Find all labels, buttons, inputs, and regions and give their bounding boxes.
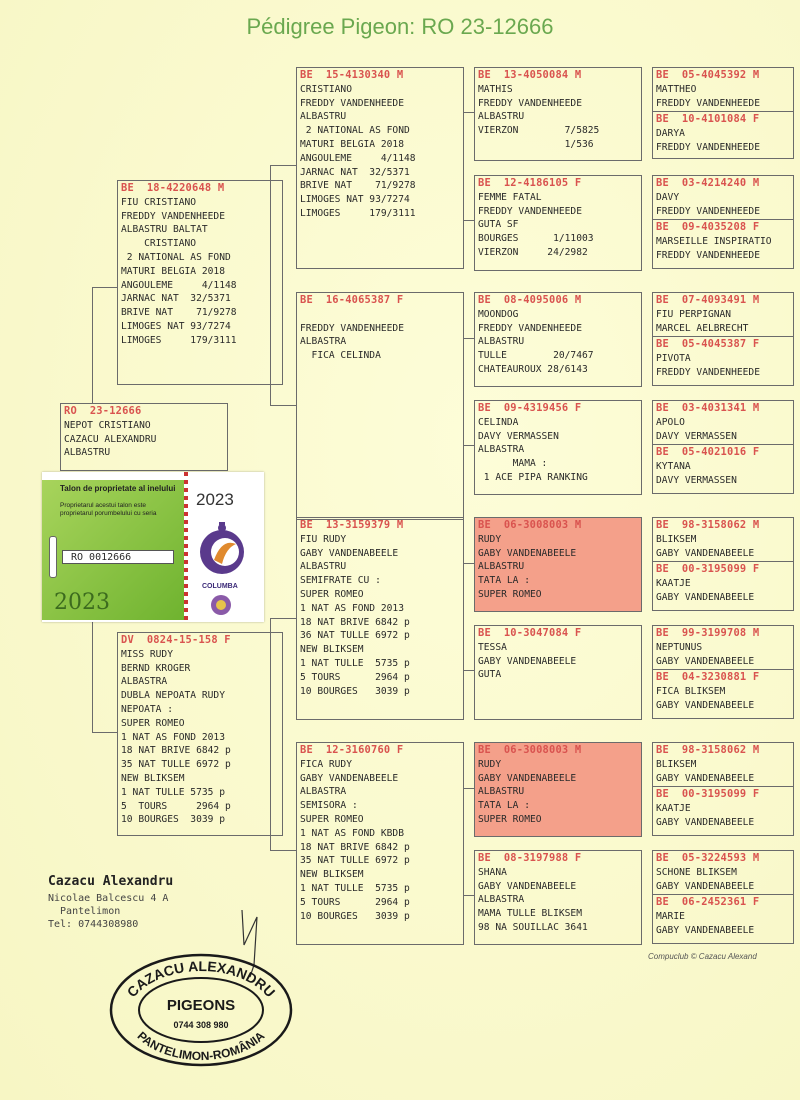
pigeon-info-line: GABY VANDENABEELE xyxy=(478,655,577,667)
label-perforation xyxy=(184,472,188,622)
pigeon-info-line: ALBASTRU BALTAT xyxy=(121,224,208,236)
pigeon-info-line: NEW BLIKSEM xyxy=(300,644,364,656)
pigeon-info-line: JARNAC NAT 32/5371 xyxy=(300,166,410,178)
pigeon-info-line: GABY VANDENABEELE xyxy=(656,772,755,784)
pigeon-info-line: ALBASTRU xyxy=(478,111,525,123)
pigeon-info-line: SUPER ROMEO xyxy=(478,588,542,600)
pigeon-info-line: FREDDY VANDENHEEDE xyxy=(656,141,760,153)
pigeon-card xyxy=(474,67,642,161)
pigeon-info-line: CRISTIANO xyxy=(300,83,352,95)
pigeon-info-line: DARYA xyxy=(656,128,685,140)
pigeon-info-line: 5 TOURS 2964 p xyxy=(121,800,231,812)
connector xyxy=(270,165,296,166)
pigeon-info-line: TATA LA : xyxy=(478,575,530,587)
stamp-center-text: PIGEONS xyxy=(166,997,236,1014)
ring-number: BE 10-4101084 F xyxy=(656,113,760,126)
pigeon-info-line: MATTHEO xyxy=(656,83,697,95)
pigeon-pair-card xyxy=(652,850,794,944)
pigeon-info-line: MOONDOG xyxy=(478,308,519,320)
pigeon-info-line: GABY VANDENABEELE xyxy=(656,880,755,892)
pigeon-card xyxy=(474,850,642,945)
pigeon-info-line: DAVY VERMASSEN xyxy=(478,430,559,442)
connector xyxy=(463,445,474,446)
pigeon-info-line: PIVOTA xyxy=(656,353,691,365)
pigeon-info-line: SUPER ROMEO xyxy=(300,813,364,825)
pigeon-info-line: RUDY xyxy=(478,758,502,770)
pigeon-pair-card xyxy=(652,625,794,719)
connector xyxy=(92,620,93,732)
pigeon-info-line: BOURGES 1/11003 xyxy=(478,233,594,245)
pigeon-card xyxy=(653,401,793,444)
pigeon-info-line: MATHIS xyxy=(478,83,513,95)
stamp-bottom-text: PANTELIMON-ROMÂNIA xyxy=(134,1028,268,1064)
ring-number: BE 03-4031341 M xyxy=(656,402,760,414)
pigeon-info-line: DAVY VERMASSEN xyxy=(656,430,737,442)
pigeon-pair-card xyxy=(652,742,794,836)
pigeon-card xyxy=(117,180,283,385)
pigeon-info-line: 5 TOURS 2964 p xyxy=(300,671,410,683)
pigeon-info-line: 2 NATIONAL AS FOND xyxy=(300,125,410,137)
ring-number: BE 13-4050084 M xyxy=(478,69,582,81)
connector xyxy=(92,732,117,733)
pigeon-info-line: MATURI BELGIA 2018 xyxy=(300,138,404,150)
ring-number: BE 06-3008003 M xyxy=(478,744,582,756)
pigeon-info-line: MAMA : xyxy=(478,458,548,470)
pigeon-info-line: CAZACU ALEXANDRU xyxy=(64,433,157,445)
connector xyxy=(463,895,474,896)
connector xyxy=(270,850,296,851)
page-title: Pédigree Pigeon: RO 23-12666 xyxy=(246,14,554,39)
pigeon-info-line: 1 NAT TULLE 5735 p xyxy=(121,786,225,798)
pigeon-info-line: ALBASTRA xyxy=(300,786,347,798)
pigeon-info-line: CHATEAUROUX 28/6143 xyxy=(478,363,588,375)
pigeon-info-line: BLIKSEM xyxy=(656,533,697,545)
pigeon-info-line: 1/536 xyxy=(478,138,594,150)
pigeon-pair-card xyxy=(652,517,794,611)
connector xyxy=(463,670,474,671)
ring-number: BE 15-4130340 M xyxy=(300,69,404,81)
ring-number: BE 06-2452361 F xyxy=(656,896,760,909)
pigeon-info-line: KYTANA xyxy=(656,461,691,473)
ring-number: BE 08-4095006 M xyxy=(478,294,582,306)
pigeon-info-line: GABY VANDENABEELE xyxy=(478,880,577,892)
connector xyxy=(270,405,296,406)
pigeon-info-line: FICA RUDY xyxy=(300,758,352,770)
pigeon-card xyxy=(474,742,642,837)
pigeon-info-line: MARIE xyxy=(656,911,685,923)
pigeon-info-line: FREDDY VANDENHEEDE xyxy=(478,205,582,217)
pigeon-info-line: FREDDY VANDENHEEDE xyxy=(300,97,404,109)
pigeon-info-line: GABY VANDENABEELE xyxy=(656,655,755,667)
ring-number: BE 05-4045387 F xyxy=(656,338,760,351)
pigeon-info-line: FIU CRISTIANO xyxy=(121,196,197,208)
pigeon-info-line: GABY VANDENABEELE xyxy=(300,547,399,559)
pigeon-info-line: NEW BLIKSEM xyxy=(300,869,364,881)
pigeon-info-line: 1 NAT AS FOND KBDB xyxy=(300,827,404,839)
pigeon-info-line: BRIVE NAT 71/9278 xyxy=(300,180,416,192)
pigeon-card xyxy=(653,786,793,830)
ring-number: RO 23-12666 xyxy=(64,405,142,417)
pigeon-card xyxy=(653,176,793,219)
pigeon-info-line: 1 ACE PIPA RANKING xyxy=(478,471,588,483)
pigeon-card xyxy=(296,517,464,720)
columba-logo-icon xyxy=(192,520,252,580)
pigeon-info-line: 18 NAT BRIVE 6842 p xyxy=(300,616,410,628)
pigeon-card xyxy=(474,400,642,495)
pigeon-info-line: SUPER ROMEO xyxy=(300,588,364,600)
pigeon-info-line: TESSA xyxy=(478,641,507,653)
pigeon-info-line: MAMA TULLE BLIKSEM xyxy=(478,908,582,920)
connector xyxy=(92,287,93,403)
pigeon-card xyxy=(474,625,642,720)
ring-number: BE 00-3195099 F xyxy=(656,788,760,801)
ring-number: BE 00-3195099 F xyxy=(656,563,760,576)
pigeon-info-line: ALBASTRA xyxy=(478,894,525,906)
pigeon-info-line: NEPOATA : xyxy=(121,703,173,715)
stamp-phone-text: 0744 308 980 xyxy=(173,1020,229,1030)
label-text: Proprietarul acestui talon este proprietarul porumbelului cu seria xyxy=(60,502,157,517)
ring-number: BE 09-4319456 F xyxy=(478,402,582,414)
pigeon-info-line: MARCEL AELBRECHT xyxy=(656,322,749,334)
pigeon-info-line: ALBASTRU xyxy=(300,111,347,123)
owner-name: Cazacu Alexandru xyxy=(48,874,174,889)
pigeon-info-line: 5 TOURS 2964 p xyxy=(300,896,410,908)
pigeon-card xyxy=(653,336,793,380)
pigeon-card xyxy=(653,518,793,561)
pigeon-info-line: MARSEILLE INSPIRATIO xyxy=(656,236,772,248)
owner-info xyxy=(48,875,173,931)
pigeon-info-line: MATURI BELGIA 2018 xyxy=(121,265,225,277)
pigeon-info-line: LIMOGES 179/3111 xyxy=(300,207,416,219)
owner-stamp xyxy=(106,950,296,1068)
pigeon-info-line: ALBASTRU xyxy=(478,336,525,348)
ring-number: BE 04-3230881 F xyxy=(656,671,760,684)
ring-number: DV 0824-15-158 F xyxy=(121,634,231,646)
pigeon-info-line: FREDDY VANDENHEEDE xyxy=(656,97,760,109)
pigeon-info-line: FREDDY VANDENHEEDE xyxy=(656,205,760,217)
pigeon-card xyxy=(653,894,793,938)
pigeon-card xyxy=(653,669,793,713)
pigeon-info-line: SUPER ROMEO xyxy=(478,813,542,825)
pigeon-info-line: ANGOULEME 4/1148 xyxy=(300,152,416,164)
pigeon-info-line: ALBASTRU xyxy=(478,786,525,798)
pigeon-info-line: 1 NAT TULLE 5735 p xyxy=(300,882,410,894)
pigeon-info-line: GABY VANDENABEELE xyxy=(656,816,755,828)
label-year-right: 2023 xyxy=(196,490,234,509)
pigeon-info-line: SHANA xyxy=(478,866,507,878)
pigeon-info-line: GABY VANDENABEELE xyxy=(656,924,755,936)
pigeon-card xyxy=(296,292,464,520)
owner-city: Pantelimon xyxy=(48,906,121,917)
pigeon-info-line: BLIKSEM xyxy=(656,758,697,770)
pigeon-card xyxy=(653,743,793,786)
pigeon-info-line: FREDDY VANDENHEEDE xyxy=(478,322,582,334)
pigeon-info-line: GUTA xyxy=(478,669,502,681)
pigeon-info-line: SUPER ROMEO xyxy=(121,717,185,729)
pigeon-info-line: 18 NAT BRIVE 6842 p xyxy=(300,841,410,853)
ring-number: BE 98-3158062 M xyxy=(656,744,760,756)
pigeon-card xyxy=(296,67,464,269)
ring-number: BE 16-4065387 F xyxy=(300,294,404,306)
pigeon-info-line: FREDDY VANDENHEEDE xyxy=(656,366,760,378)
pigeon-pair-card xyxy=(652,292,794,386)
pigeon-info-line xyxy=(300,308,460,322)
connector xyxy=(463,220,474,221)
pigeon-card xyxy=(474,292,642,387)
pigeon-info-line: VIERZON 7/5825 xyxy=(478,125,600,137)
pigeon-info-line: NEW BLIKSEM xyxy=(121,772,185,784)
pigeon-info-line: BRIVE NAT 71/9278 xyxy=(121,307,237,319)
pigeon-info-line: 18 NAT BRIVE 6842 p xyxy=(121,745,231,757)
label-green-panel xyxy=(42,480,184,620)
pigeon-info-line: NEPTUNUS xyxy=(656,641,703,653)
pigeon-info-line: VIERZON 24/2982 xyxy=(478,246,588,258)
pigeon-info-line: LIMOGES NAT 93/7274 xyxy=(300,194,410,206)
label-hole xyxy=(49,536,57,578)
pigeon-card xyxy=(653,444,793,488)
pigeon-info-line: ALBASTRA xyxy=(121,676,168,688)
ring-number: BE 05-3224593 M xyxy=(656,852,760,864)
pigeon-info-line: ANGOULEME 4/1148 xyxy=(121,279,237,291)
pigeon-info-line: GABY VANDENABEELE xyxy=(656,547,755,559)
pigeon-card xyxy=(653,851,793,894)
pigeon-info-line: 35 NAT TULLE 6972 p xyxy=(300,855,410,867)
pigeon-info-line: NEPOT CRISTIANO xyxy=(64,419,151,431)
pigeon-info-line: JARNAC NAT 32/5371 xyxy=(121,293,231,305)
copyright-text: Compuclub © Cazacu Alexand xyxy=(648,952,757,961)
pigeon-info-line: FICA BLIKSEM xyxy=(656,686,726,698)
ring-number: BE 03-4214240 M xyxy=(656,177,760,189)
pigeon-info-line: TATA LA : xyxy=(478,800,530,812)
pigeon-info-line: BERND KROGER xyxy=(121,662,191,674)
label-heading: Talon de proprietate al inelului xyxy=(60,484,176,493)
label-year: 2023 xyxy=(54,590,110,615)
pigeon-info-line: CRISTIANO xyxy=(121,238,197,250)
pigeon-card xyxy=(474,517,642,612)
ring-number: BE 05-4021016 F xyxy=(656,446,760,459)
pigeon-info-line: SCHONE BLIKSEM xyxy=(656,866,737,878)
ring-ownership-label xyxy=(42,472,264,622)
ring-number: BE 06-3008003 M xyxy=(478,519,582,531)
pigeon-info-line: GABY VANDENABEELE xyxy=(656,699,755,711)
pigeon-pair-card xyxy=(652,175,794,269)
pigeon-info-line: FIU PERPIGNAN xyxy=(656,308,732,320)
pigeon-info-line: GABY VANDENABEELE xyxy=(656,591,755,603)
pigeon-info-line: FICA CELINDA xyxy=(300,350,381,362)
pigeon-info-line: SEMISORA : xyxy=(300,800,358,812)
ring-number: BE 13-3159379 M xyxy=(300,519,404,531)
pigeon-info-line: FREDDY VANDENHEEDE xyxy=(121,210,225,222)
owner-phone: Tel: 0744308980 xyxy=(48,919,139,930)
pigeon-info-line: DAVY VERMASSEN xyxy=(656,474,737,486)
pigeon-card xyxy=(296,742,464,945)
connector xyxy=(463,788,474,789)
pigeon-info-line: 98 NA SOUILLAC 3641 xyxy=(478,921,588,933)
pigeon-info-line: MISS RUDY xyxy=(121,648,173,660)
pigeon-info-line: FEMME FATAL xyxy=(478,191,542,203)
ring-number: BE 18-4220648 M xyxy=(121,182,225,194)
connector xyxy=(463,563,474,564)
pigeon-info-line: GABY VANDENABEELE xyxy=(478,547,577,559)
federation-logo-icon xyxy=(208,594,234,616)
pigeon-info-line: DAVY xyxy=(656,191,680,203)
pigeon-card xyxy=(60,403,228,471)
ring-number: BE 05-4045392 M xyxy=(656,69,760,81)
connector xyxy=(92,287,117,288)
pigeon-card xyxy=(653,68,793,111)
pigeon-info-line: DUBLA NEPOATA RUDY xyxy=(121,690,225,702)
pigeon-info-line: 1 NAT AS FOND 2013 xyxy=(300,602,404,614)
pigeon-info-line: 10 BOURGES 3039 p xyxy=(300,685,410,697)
pigeon-card xyxy=(474,175,642,271)
pigeon-card xyxy=(653,111,793,155)
pigeon-card xyxy=(653,219,793,263)
pigeon-info-line: 35 NAT TULLE 6972 p xyxy=(121,759,231,771)
pigeon-info-line: SEMIFRATE CU : xyxy=(300,575,381,587)
pigeon-card xyxy=(653,626,793,669)
pigeon-info-line: APOLO xyxy=(656,416,685,428)
label-brand: COLUMBA xyxy=(202,583,238,590)
pigeon-info-line: 1 NAT TULLE 5735 p xyxy=(300,657,410,669)
connector xyxy=(270,618,296,619)
pigeon-info-line: LIMOGES 179/3111 xyxy=(121,334,237,346)
pigeon-info-line: 36 NAT TULLE 6972 p xyxy=(300,630,410,642)
ring-number: BE 07-4093491 M xyxy=(656,294,760,306)
pigeon-info-line: ALBASTRU xyxy=(64,447,111,459)
pigeon-info-line: ALBASTRU xyxy=(300,561,347,573)
pigeon-info-line: ALBASTRA xyxy=(478,444,525,456)
ring-number: BE 09-4035208 F xyxy=(656,221,760,234)
stamp-top-text: CAZACU ALEXANDRU xyxy=(123,957,279,1001)
pigeon-info-line: GABY VANDENABEELE xyxy=(300,772,399,784)
connector xyxy=(463,112,474,113)
pigeon-info-line: GUTA SF xyxy=(478,219,519,231)
pigeon-info-line: 1 NAT AS FOND 2013 xyxy=(121,731,225,743)
owner-address: Nicolae Balcescu 4 A xyxy=(48,893,169,904)
pigeon-info-line: FREDDY VANDENHEEDE xyxy=(478,97,582,109)
ring-number: BE 98-3158062 M xyxy=(656,519,760,531)
pigeon-info-line: CELINDA xyxy=(478,416,519,428)
pigeon-info-line: TULLE 20/7467 xyxy=(478,350,594,362)
pigeon-info-line: 2 NATIONAL AS FOND xyxy=(121,251,231,263)
ring-number: BE 08-3197988 F xyxy=(478,852,582,864)
pigeon-info-line: ALBASTRA xyxy=(300,336,347,348)
pigeon-info-line: FREDDY VANDENHEEDE xyxy=(656,249,760,261)
pigeon-info-line: KAATJE xyxy=(656,578,691,590)
pigeon-info-line: GABY VANDENABEELE xyxy=(478,772,577,784)
pigeon-info-line: 10 BOURGES 3039 p xyxy=(121,814,225,826)
pigeon-pair-card xyxy=(652,400,794,494)
connector xyxy=(463,338,474,339)
pigeon-info-line: ALBASTRU xyxy=(478,561,525,573)
ring-number: BE 12-3160760 F xyxy=(300,744,404,756)
pigeon-info-line: FREDDY VANDENHEEDE xyxy=(300,322,404,334)
pigeon-card xyxy=(653,293,793,336)
ring-number: BE 12-4186105 F xyxy=(478,177,582,189)
pigeon-info-line: KAATJE xyxy=(656,803,691,815)
ring-number: BE 10-3047084 F xyxy=(478,627,582,639)
pigeon-card xyxy=(117,632,283,836)
label-serial: RO 0012666 xyxy=(62,550,174,564)
pigeon-info-line: FIU RUDY xyxy=(300,533,347,545)
pigeon-info-line: RUDY xyxy=(478,533,502,545)
pigeon-card xyxy=(653,561,793,605)
pigeon-pair-card xyxy=(652,67,794,159)
pigeon-info-line: 10 BOURGES 3039 p xyxy=(300,910,410,922)
ring-number: BE 99-3199708 M xyxy=(656,627,760,639)
pigeon-info-line: LIMOGES NAT 93/7274 xyxy=(121,320,231,332)
